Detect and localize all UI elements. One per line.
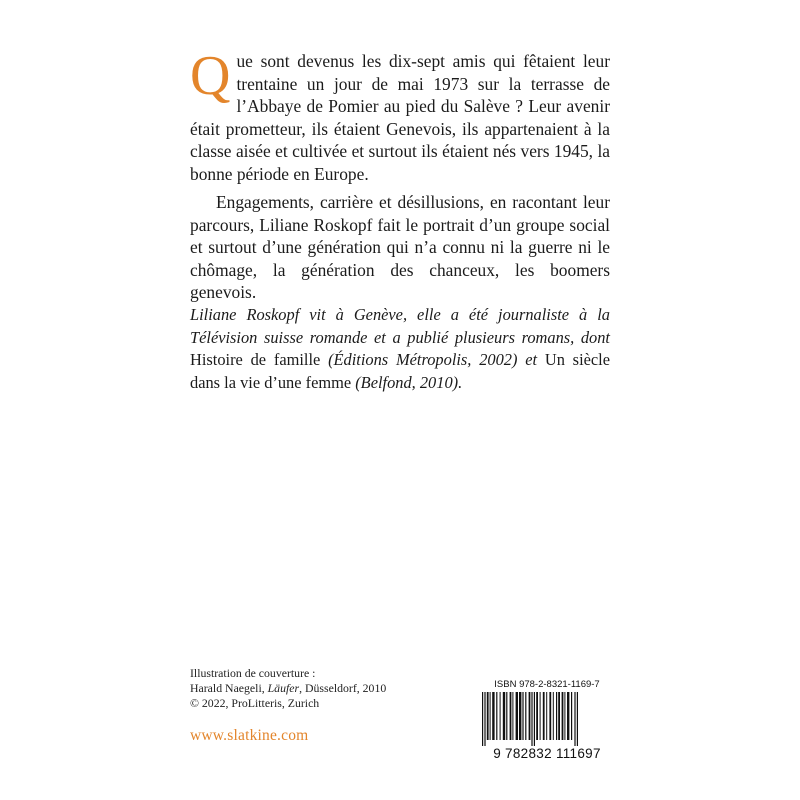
author-bio	[190, 304, 610, 394]
blurb-paragraph-2: Engagements, carrière et désillusions, en racontant leur parcours, Liliane Roskopf fait le portrait d’un groupe social et surtout d’une génération qui n’a connu ni la guerre ni le chômage, la génération des chanceux, les boomers genevois.	[190, 192, 610, 302]
back-cover-blurb	[190, 45, 610, 304]
credits-artwork-place: , Düsseldorf, 2010	[299, 681, 387, 695]
blurb-paragraph-1-text: ue sont devenus les dix-sept amis qui fêtaient leur trentaine un jour de mai 1973 sur la terrasse de l’Abbaye de Pomier au pied du Salève ? Leur avenir était prometteur, ils étaient Genevois, ils appartenaient à la classe aisée et cultivée et surtout ils étaient nés vers 1945, la bonne période en Europe.	[190, 51, 610, 184]
isbn-label: ISBN 978-2-8321-1169-7	[494, 679, 600, 690]
blurb-paragraph-1	[190, 45, 610, 185]
bio-text-2: (Éditions Métropolis, 2002) et	[320, 350, 545, 369]
credits-artwork-title: Läufer	[267, 681, 300, 695]
credits-heading: Illustration de couverture :	[190, 666, 316, 680]
bio-book-title-1: Histoire de famille	[190, 350, 321, 369]
publisher-website-link[interactable]: www.slatkine.com	[190, 727, 309, 744]
isbn-barcode-block	[480, 679, 614, 761]
bio-text-3: (Belfond, 2010).	[351, 372, 463, 392]
barcode-icon	[480, 692, 614, 746]
cover-credits	[190, 666, 450, 711]
credits-artist	[190, 681, 450, 696]
barcode-number: 9 782832 111697	[493, 746, 601, 761]
drop-cap: Q	[190, 45, 231, 107]
credits-copyright: © 2022, ProLitteris, Zurich	[190, 696, 320, 710]
bio-text-1: Liliane Roskopf vit à Genève, elle a été journaliste à la Télévision suisse romande et a publié plusieurs romans, dont	[190, 305, 610, 347]
credits-artist-name: Harald Naegeli,	[190, 681, 268, 695]
bio-book-title-2: Un siècle dans la vie d’une femme	[190, 350, 610, 392]
